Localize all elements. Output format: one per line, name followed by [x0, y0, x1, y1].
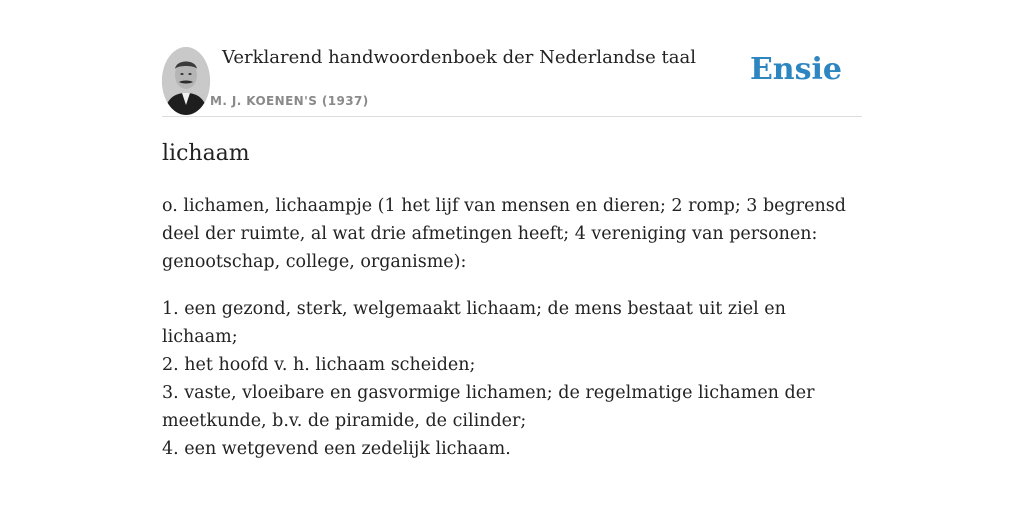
- entry-headword: lichaam: [162, 141, 250, 166]
- example-2: 2. het hoofd v. h. lichaam scheiden;: [162, 355, 476, 375]
- example-1: 1. een gezond, sterk, welgemaakt lichaam; de mens bestaat uit ziel en lichaam;: [162, 299, 786, 347]
- example-3: 3. vaste, vloeibare en gasvormige lichamen; de regelmatige lichamen der meetkunde, b.v. de piramide, de cilinder;: [162, 383, 815, 431]
- dictionary-author: M. J. KOENEN'S (1937): [210, 94, 369, 108]
- page-content: [162, 0, 862, 512]
- ensie-logo-link[interactable]: Ensie: [749, 52, 842, 87]
- author-portrait: [162, 47, 210, 115]
- dictionary-header: [162, 0, 862, 117]
- author-portrait-image: [162, 47, 210, 115]
- entry-examples: [162, 295, 862, 463]
- dictionary-title[interactable]: Verklarend handwoordenboek der Nederlandse taal: [222, 47, 696, 68]
- example-4: 4. een wetgevend een zedelijk lichaam.: [162, 439, 511, 459]
- entry-definition: o. lichamen, lichaampje (1 het lijf van mensen en dieren; 2 romp; 3 begrensd deel der ruimte, al wat drie afmetingen heeft; 4 vereniging van personen: genootschap, college, organisme):: [162, 196, 846, 272]
